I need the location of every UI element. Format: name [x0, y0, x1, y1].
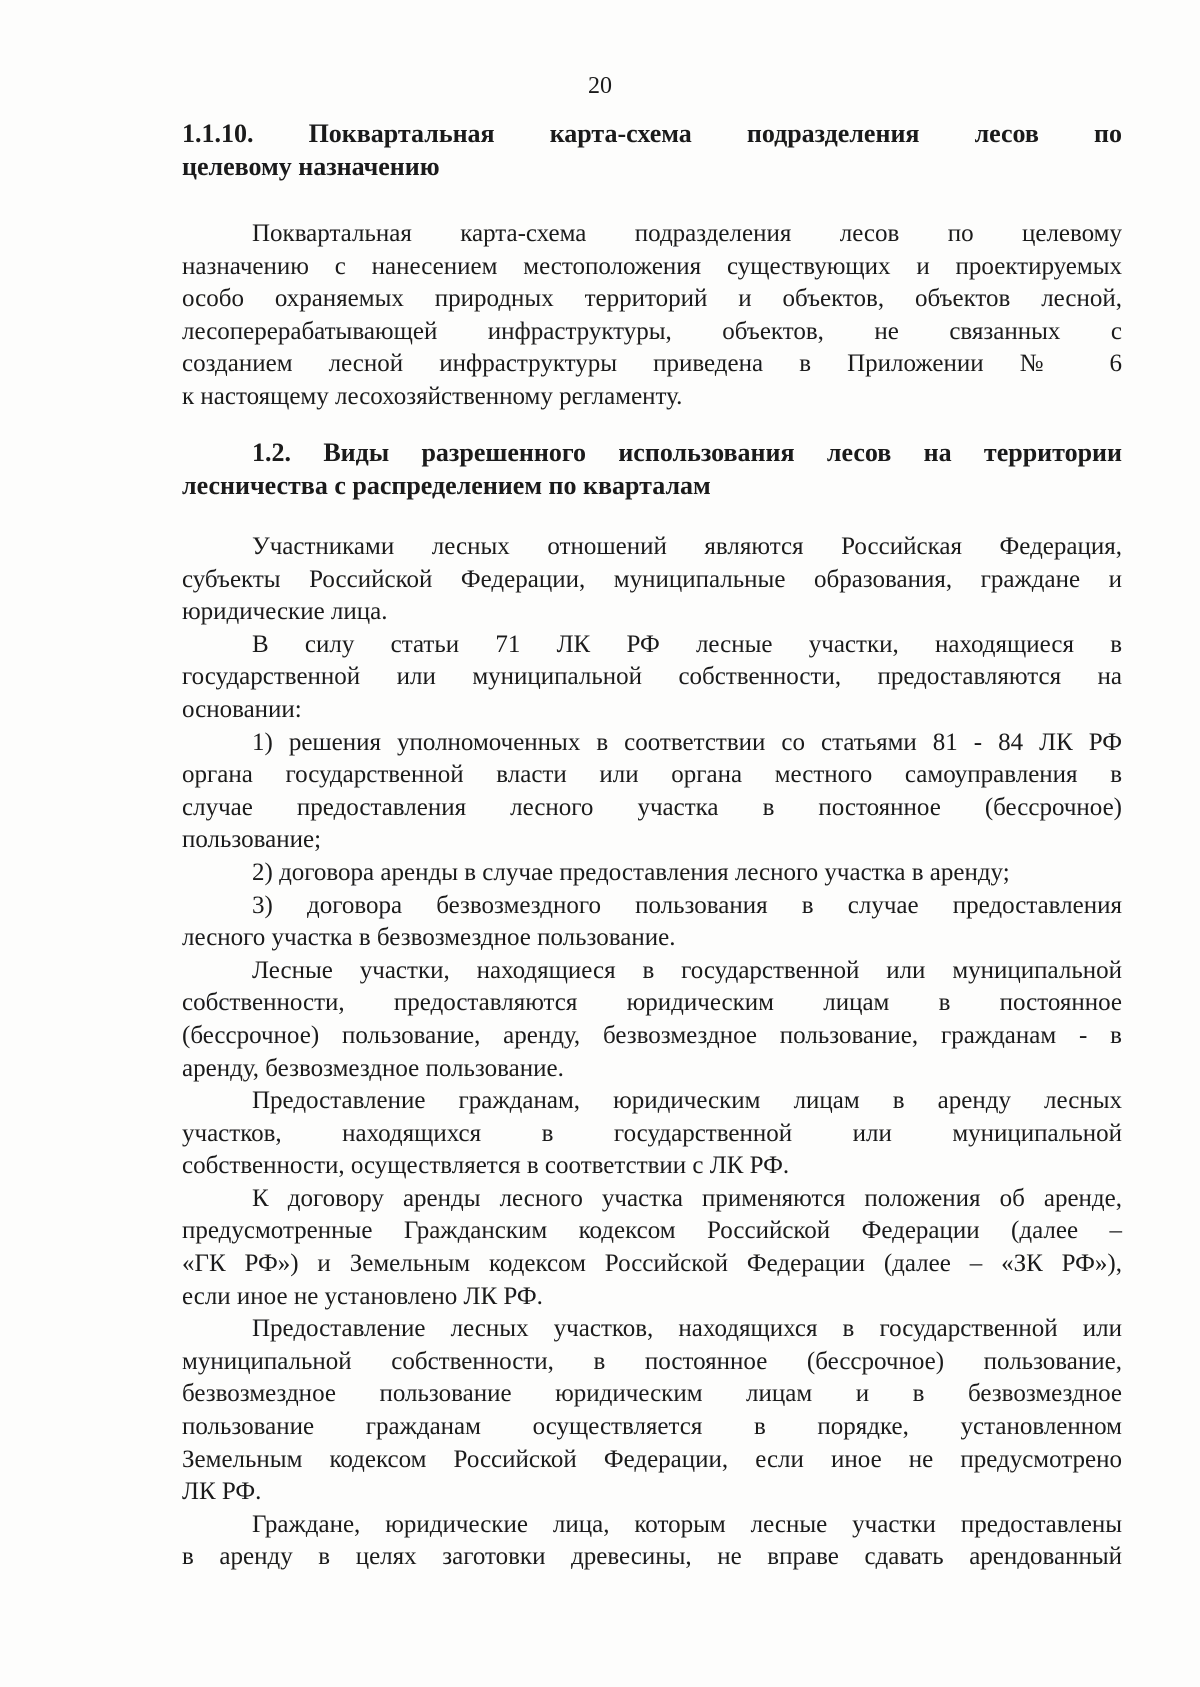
- text-line: собственности, осуществляется в соответствии с ЛК РФ.: [182, 1152, 790, 1180]
- text-line: Участниками лесных отношений являются Российская Федерация,: [252, 533, 1122, 560]
- text-line: Лесные участки, находящиеся в государственной или муниципальной: [252, 956, 1122, 984]
- text-line: Поквартальная карта-схема подразделения лесов по целевому: [252, 220, 1122, 247]
- text-line: Предоставление гражданам, юридическим лицам в аренду лесных: [252, 1087, 1122, 1115]
- text-line: особо охраняемых природных территорий и объектов, объектов лесной,: [182, 285, 1122, 313]
- text-line: в аренду в целях заготовки древесины, не вправе сдавать арендованный: [182, 1543, 1122, 1571]
- text-line: созданием лесной инфраструктуры приведена в Приложении № 6: [182, 350, 1122, 378]
- section-heading-1-2: [182, 436, 1122, 502]
- text-line: назначению с нанесением местоположения существующих и проектируемых: [182, 252, 1122, 280]
- text-line: лесоперерабатывающей инфраструктуры, объектов, не связанных с: [182, 317, 1122, 345]
- text-line: субъекты Российской Федерации, муниципальные образования, граждане и: [182, 565, 1122, 593]
- text-line: безвозмездное пользование юридическим лицам и в безвозмездное: [182, 1380, 1122, 1408]
- text-line: ЛК РФ.: [182, 1478, 262, 1506]
- text-line: 2) договора аренды в случае предоставления лесного участка в аренду;: [252, 858, 1010, 886]
- text-line: «ГК РФ») и Земельным кодексом Российской Федерации (далее – «ЗК РФ»),: [182, 1250, 1122, 1278]
- text-line: юридические лица.: [182, 598, 388, 626]
- page-number: 20: [588, 73, 612, 99]
- heading-line: 1.1.10. Поквартальная карта-схема подразделения лесов по: [182, 119, 1122, 148]
- heading-line: лесничества с распределением по кварталам: [182, 471, 711, 500]
- text-line: 1) решения уполномоченных в соответствии со статьями 81 - 84 ЛК РФ: [252, 728, 1122, 756]
- heading-line: целевому назначению: [182, 152, 440, 181]
- text-line: предусмотренные Гражданским кодексом Российской Федерации (далее –: [182, 1217, 1122, 1245]
- text-line: основании:: [182, 695, 302, 723]
- body-text: [182, 531, 1122, 1574]
- paragraph-map-scheme: [182, 218, 1122, 414]
- heading-line: 1.2. Виды разрешенного использования лесов на территории: [252, 438, 1122, 467]
- section-heading-1-1-10: [182, 117, 1122, 183]
- text-line: государственной или муниципальной собственности, предоставляются на: [182, 663, 1122, 691]
- text-line: (бессрочное) пользование, аренду, безвозмездное пользование, гражданам - в: [182, 1021, 1122, 1049]
- text-line: К договору аренды лесного участка применяются положения об аренде,: [252, 1184, 1122, 1212]
- text-line: Граждане, юридические лица, которым лесные участки предоставлены: [252, 1510, 1122, 1538]
- text-line: аренду, безвозмездное пользование.: [182, 1054, 564, 1082]
- text-line: муниципальной собственности, в постоянное (бессрочное) пользование,: [182, 1347, 1122, 1375]
- text-line: лесного участка в безвозмездное пользование.: [182, 924, 676, 952]
- text-line: В силу статьи 71 ЛК РФ лесные участки, находящиеся в: [252, 630, 1122, 658]
- text-line: Земельным кодексом Российской Федерации, если иное не предусмотрено: [182, 1445, 1122, 1473]
- text-line: пользование;: [182, 826, 322, 854]
- text-line: органа государственной власти или органа местного самоуправления в: [182, 761, 1122, 789]
- text-line: участков, находящихся в государственной или муниципальной: [182, 1119, 1122, 1147]
- text-line: к настоящему лесохозяйственному регламенту.: [182, 382, 683, 410]
- text-line: если иное не установлено ЛК РФ.: [182, 1282, 543, 1310]
- text-line: случае предоставления лесного участка в постоянное (бессрочное): [182, 793, 1122, 821]
- text-line: Предоставление лесных участков, находящихся в государственной или: [252, 1315, 1122, 1343]
- text-line: 3) договора безвозмездного пользования в случае предоставления: [252, 891, 1122, 919]
- text-line: собственности, предоставляются юридическим лицам в постоянное: [182, 989, 1122, 1017]
- text-line: пользование гражданам осуществляется в порядке, установленном: [182, 1413, 1122, 1441]
